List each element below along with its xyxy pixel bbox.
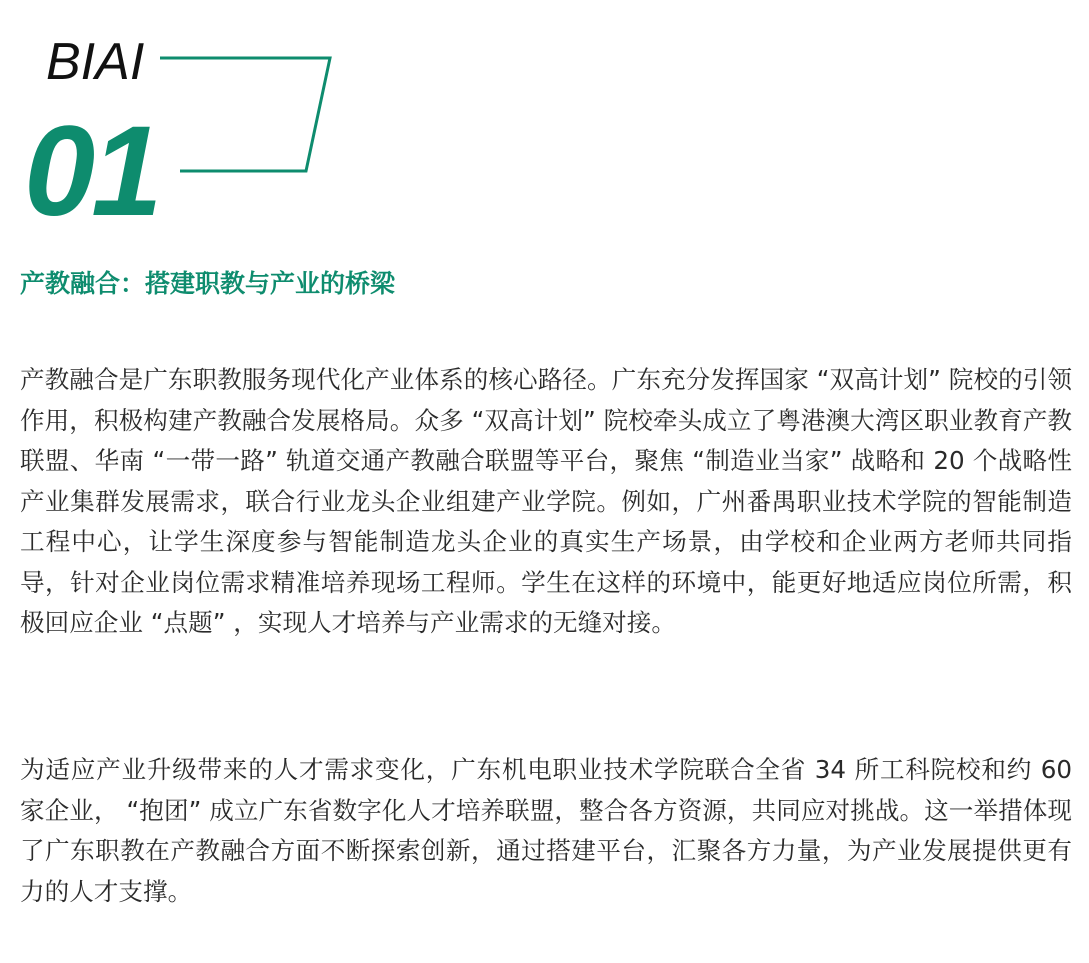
section-heading: 产教融合：搭建职教与产业的桥梁 [20,269,396,298]
body-paragraph-2: 为适应产业升级带来的人才需求变化，广东机电职业技术学院联合全省 34 所工科院校和约 60 家企业， “抱团” 成立广东省数字化人才培养联盟，整合各方资源，共同应对挑战。这一举措体现了广东职教在产教融合方面不断探索创新，通过搭建平台，汇聚各方力量，为产业发展提供更有力的人才支撑。 [20,755,1072,906]
badge-word: BIAI [46,33,145,91]
body-paragraph-1: 产教融合是广东职教服务现代化产业体系的核心路径。广东充分发挥国家 “双高计划” 院校的引领作用，积极构建产教融合发展格局。众多 “双高计划” 院校牵头成立了粤港澳大湾区职业教育产教联盟、华南 “一带一路” 轨道交通产教融合联盟等平台，聚焦 “制造业当家” 战略和 20 个战略性产业集群发展需求，联合行业龙头企业组建产业学院。例如，广州番禺职业技术学院的智能制造工程中心，让学生深度参与智能制造龙头企业的真实生产场景，由学校和企业两方老师共同指导，针对企业岗位需求精准培养现场工程师。学生在这样的环境中，能更好地适应岗位所需，积极回应企业 “点题” ，实现人才培养与产业需求的无缝对接。 [20,365,1072,637]
section-number: 01 [24,100,159,243]
section-badge [20,33,340,243]
